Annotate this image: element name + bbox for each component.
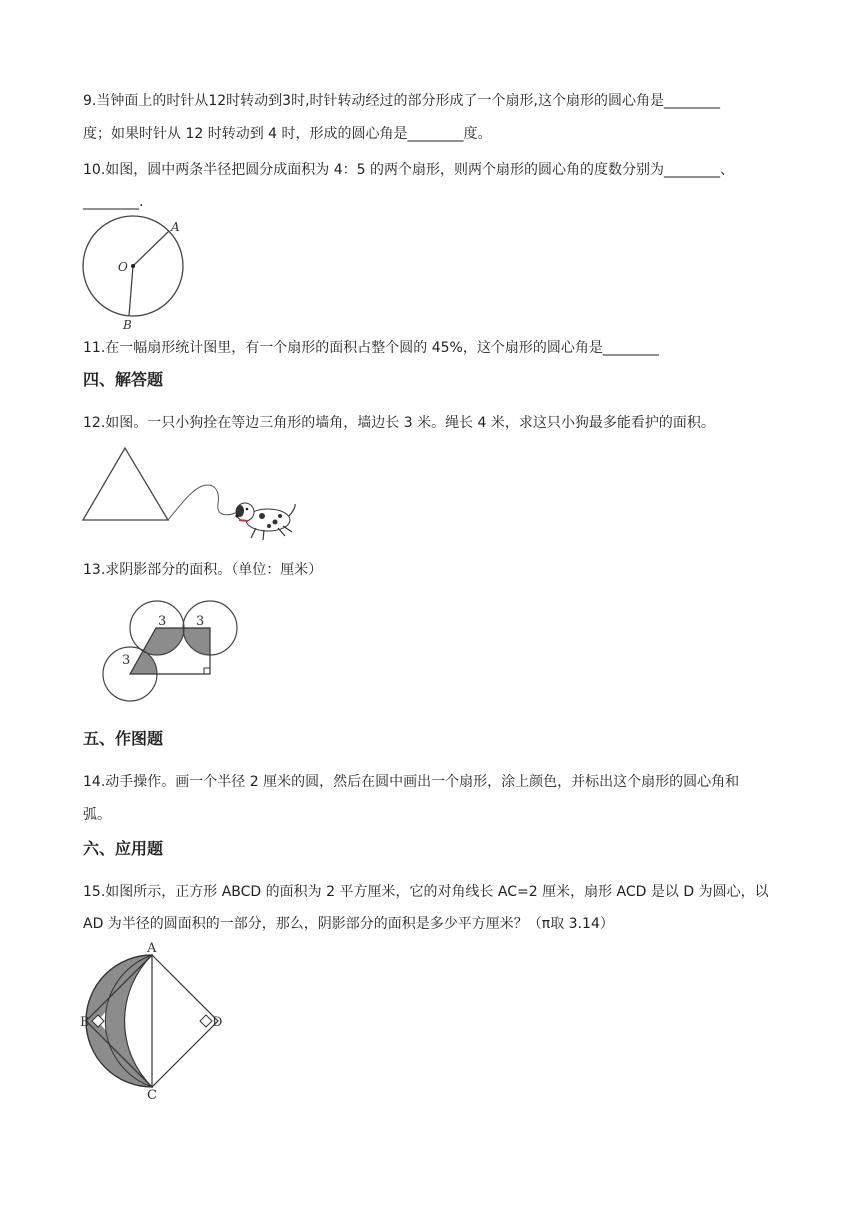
q10-radius-oa — [133, 231, 169, 266]
q10-radius-ob — [129, 266, 133, 316]
q13-label-3: 3 — [122, 653, 131, 668]
q13-label-2: 3 — [196, 614, 205, 629]
q15-right-mark-d — [200, 1015, 212, 1027]
q12-triangle — [83, 448, 168, 520]
q10-label-a: A — [171, 220, 180, 234]
q10-label-o: O — [118, 260, 128, 274]
section-6-title: 六、应用题 — [83, 839, 164, 858]
q9-line-1: 9.当钟面上的时针从12时转动到3时,时针转动经过的部分形成了一个扇形,这个扇形的圆心角是________ — [83, 93, 720, 109]
q12-dog-triangle-figure — [80, 446, 305, 546]
q10-line-1: 10.如图，圆中两条半径把圆分成面积为 4：5 的两个扇形，则两个扇形的圆心角的度数分别为________、 — [83, 162, 734, 178]
q12-line-1: 12.如图。一只小狗拴在等边三角形的墙角，墙边长 3 米。绳长 4 米，求这只小狗最多能看护的面积。 — [83, 415, 715, 431]
q10-label-b: B — [123, 318, 132, 332]
q14-line-2: 弧。 — [83, 807, 111, 823]
q10-center-dot — [131, 264, 135, 268]
q14-line-1: 14.动手操作。画一个半径 2 厘米的圆，然后在圆中画出一个扇形，涂上颜色，并标出这个扇形的圆心角和 — [83, 774, 740, 790]
q15-square-figure — [78, 941, 228, 1103]
q13-label-1: 3 — [158, 614, 167, 629]
q15-label-a: A — [147, 941, 157, 956]
q10-circle-figure — [75, 218, 195, 333]
q10-line-2: ________. — [83, 194, 144, 210]
q11-line-1: 11.在一幅扇形统计图里，有一个扇形的面积占整个圆的 45%，这个扇形的圆心角是________ — [83, 340, 659, 356]
q15-label-d: D — [212, 1015, 223, 1030]
q15-label-b: B — [80, 1015, 90, 1030]
section-4-title: 四、解答题 — [83, 370, 164, 389]
q13-right-angle-mark — [204, 668, 210, 674]
q15-label-c: C — [147, 1088, 157, 1103]
q12-rope — [168, 485, 240, 520]
q15-line-2: AD 为半径的圆面积的一部分，那么，阴影部分的面积是多少平方厘米？（π取 3.14） — [83, 916, 614, 932]
section-5-title: 五、作图题 — [83, 729, 164, 748]
q15-line-1: 15.如图所示，正方形 ABCD 的面积为 2 平方厘米，它的对角线长 AC=2 厘米，扇形 ACD 是以 D 为圆心，以 — [83, 884, 769, 900]
q13-shaded-figure — [100, 598, 245, 706]
q13-line-1: 13.求阴影部分的面积。（单位：厘米） — [83, 562, 323, 578]
q9-line-2: 度；如果时针从 12 时转动到 4 时，形成的圆心角是________度。 — [83, 126, 492, 142]
q12-dog-icon — [235, 503, 295, 540]
